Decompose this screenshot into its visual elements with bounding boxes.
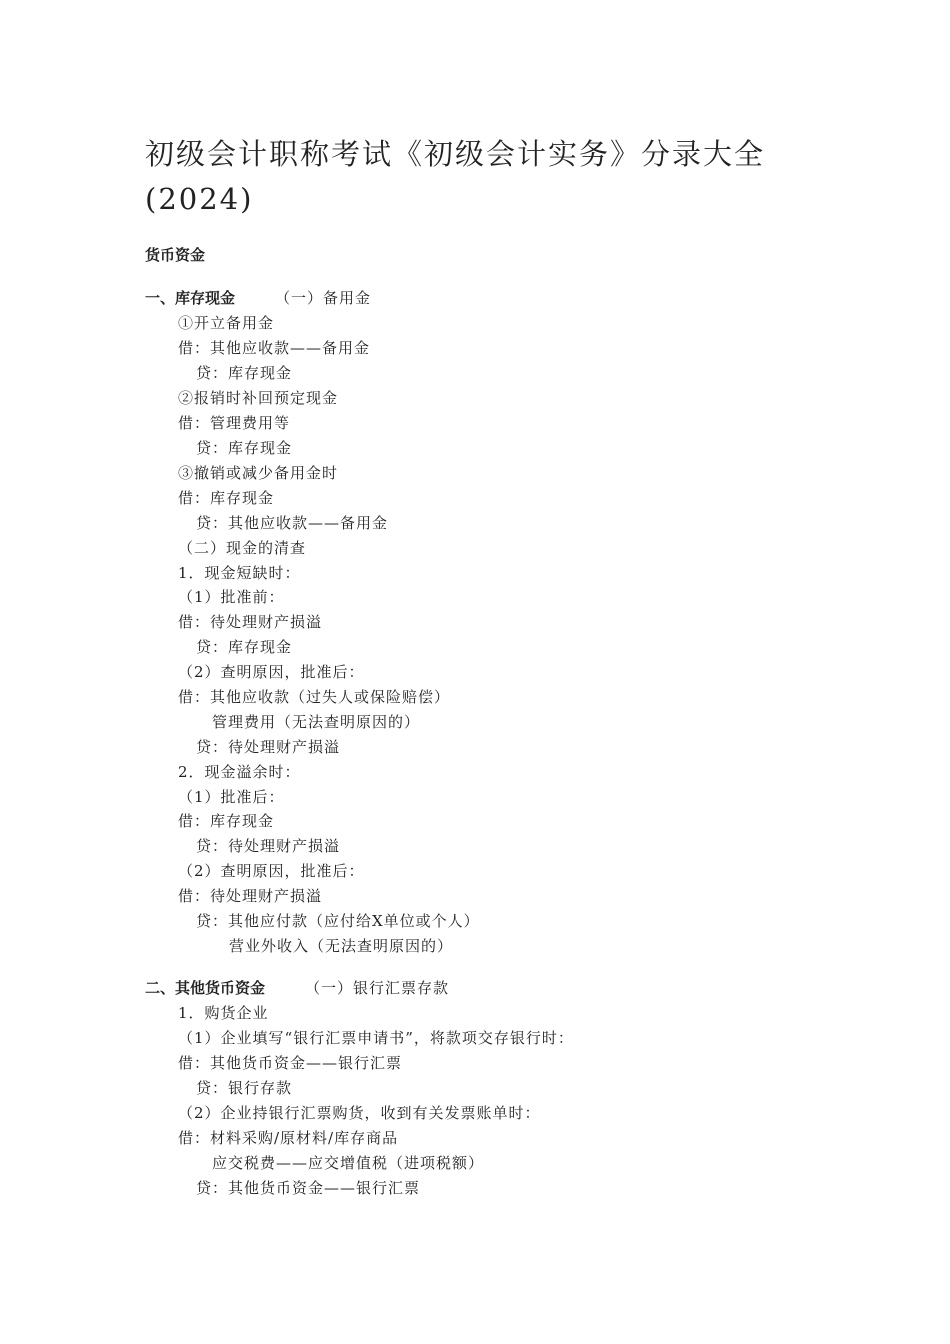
- entry-line: （2）查明原因，批准后：: [178, 862, 365, 880]
- section-subtitle: （一）银行汇票存款: [305, 979, 450, 997]
- entry-line: 贷：其他货币资金——银行汇票: [196, 1179, 421, 1197]
- entry-line: 借：待处理财产损溢: [178, 613, 323, 631]
- entry-line: 借：其他货币资金——银行汇票: [178, 1054, 403, 1072]
- entry-line: （1）批准前：: [178, 588, 285, 606]
- document-title-line-2: (2024): [145, 182, 254, 216]
- section-title: 一、库存现金: [145, 289, 236, 307]
- entry-line: 借：管理费用等: [178, 414, 291, 432]
- chapter-heading: 货币资金: [145, 246, 206, 264]
- entry-line: （1）批准后：: [178, 788, 285, 806]
- entry-line: （二）现金的清查: [178, 539, 307, 557]
- entry-line: 营业外收入（无法查明原因的）: [229, 937, 454, 955]
- entry-line: 贷：待处理财产损溢: [196, 837, 341, 855]
- entry-line: 贷：库存现金: [196, 638, 293, 656]
- entry-line: 2．现金溢余时：: [178, 763, 301, 781]
- entry-line: ①开立备用金: [178, 314, 275, 332]
- entry-line: 贷：库存现金: [196, 439, 293, 457]
- entry-line: （2）查明原因，批准后：: [178, 663, 365, 681]
- entry-line: 1．现金短缺时：: [178, 564, 301, 582]
- entry-line: ③撤销或减少备用金时: [178, 464, 339, 482]
- entry-line: 应交税费——应交增值税（进项税额）: [212, 1154, 485, 1172]
- entry-line: 贷：其他应收款——备用金: [196, 514, 389, 532]
- entry-line: 贷：其他应付款（应付给X单位或个人）: [196, 912, 480, 930]
- section-subtitle: （一）备用金: [275, 289, 372, 307]
- entry-line: 借：库存现金: [178, 489, 275, 507]
- section-title: 二、其他货币资金: [145, 979, 266, 997]
- entry-line: （2）企业持银行汇票购货，收到有关发票账单时：: [178, 1104, 541, 1122]
- entry-line: ②报销时补回预定现金: [178, 389, 339, 407]
- entry-line: 借：材料采购/原材料/库存商品: [178, 1129, 399, 1147]
- document-title-line-1: 初级会计职称考试《初级会计实务》分录大全: [145, 137, 766, 171]
- section-heading-1: [145, 287, 371, 308]
- entry-line: 贷：待处理财产损溢: [196, 738, 341, 756]
- entry-line: 借：其他应收款——备用金: [178, 339, 371, 357]
- section-heading-2: [145, 977, 449, 998]
- entry-line: 管理费用（无法查明原因的）: [212, 713, 421, 731]
- entry-line: 贷：银行存款: [196, 1079, 293, 1097]
- entry-line: 贷：库存现金: [196, 364, 293, 382]
- entry-line: 借：库存现金: [178, 812, 275, 830]
- entry-line: 借：其他应收款（过失人或保险赔偿）: [178, 688, 451, 706]
- entry-line: （1）企业填写“银行汇票申请书”，将款项交存银行时：: [178, 1029, 574, 1047]
- entry-line: 借：待处理财产损溢: [178, 887, 323, 905]
- entry-line: 1．购货企业: [178, 1004, 269, 1022]
